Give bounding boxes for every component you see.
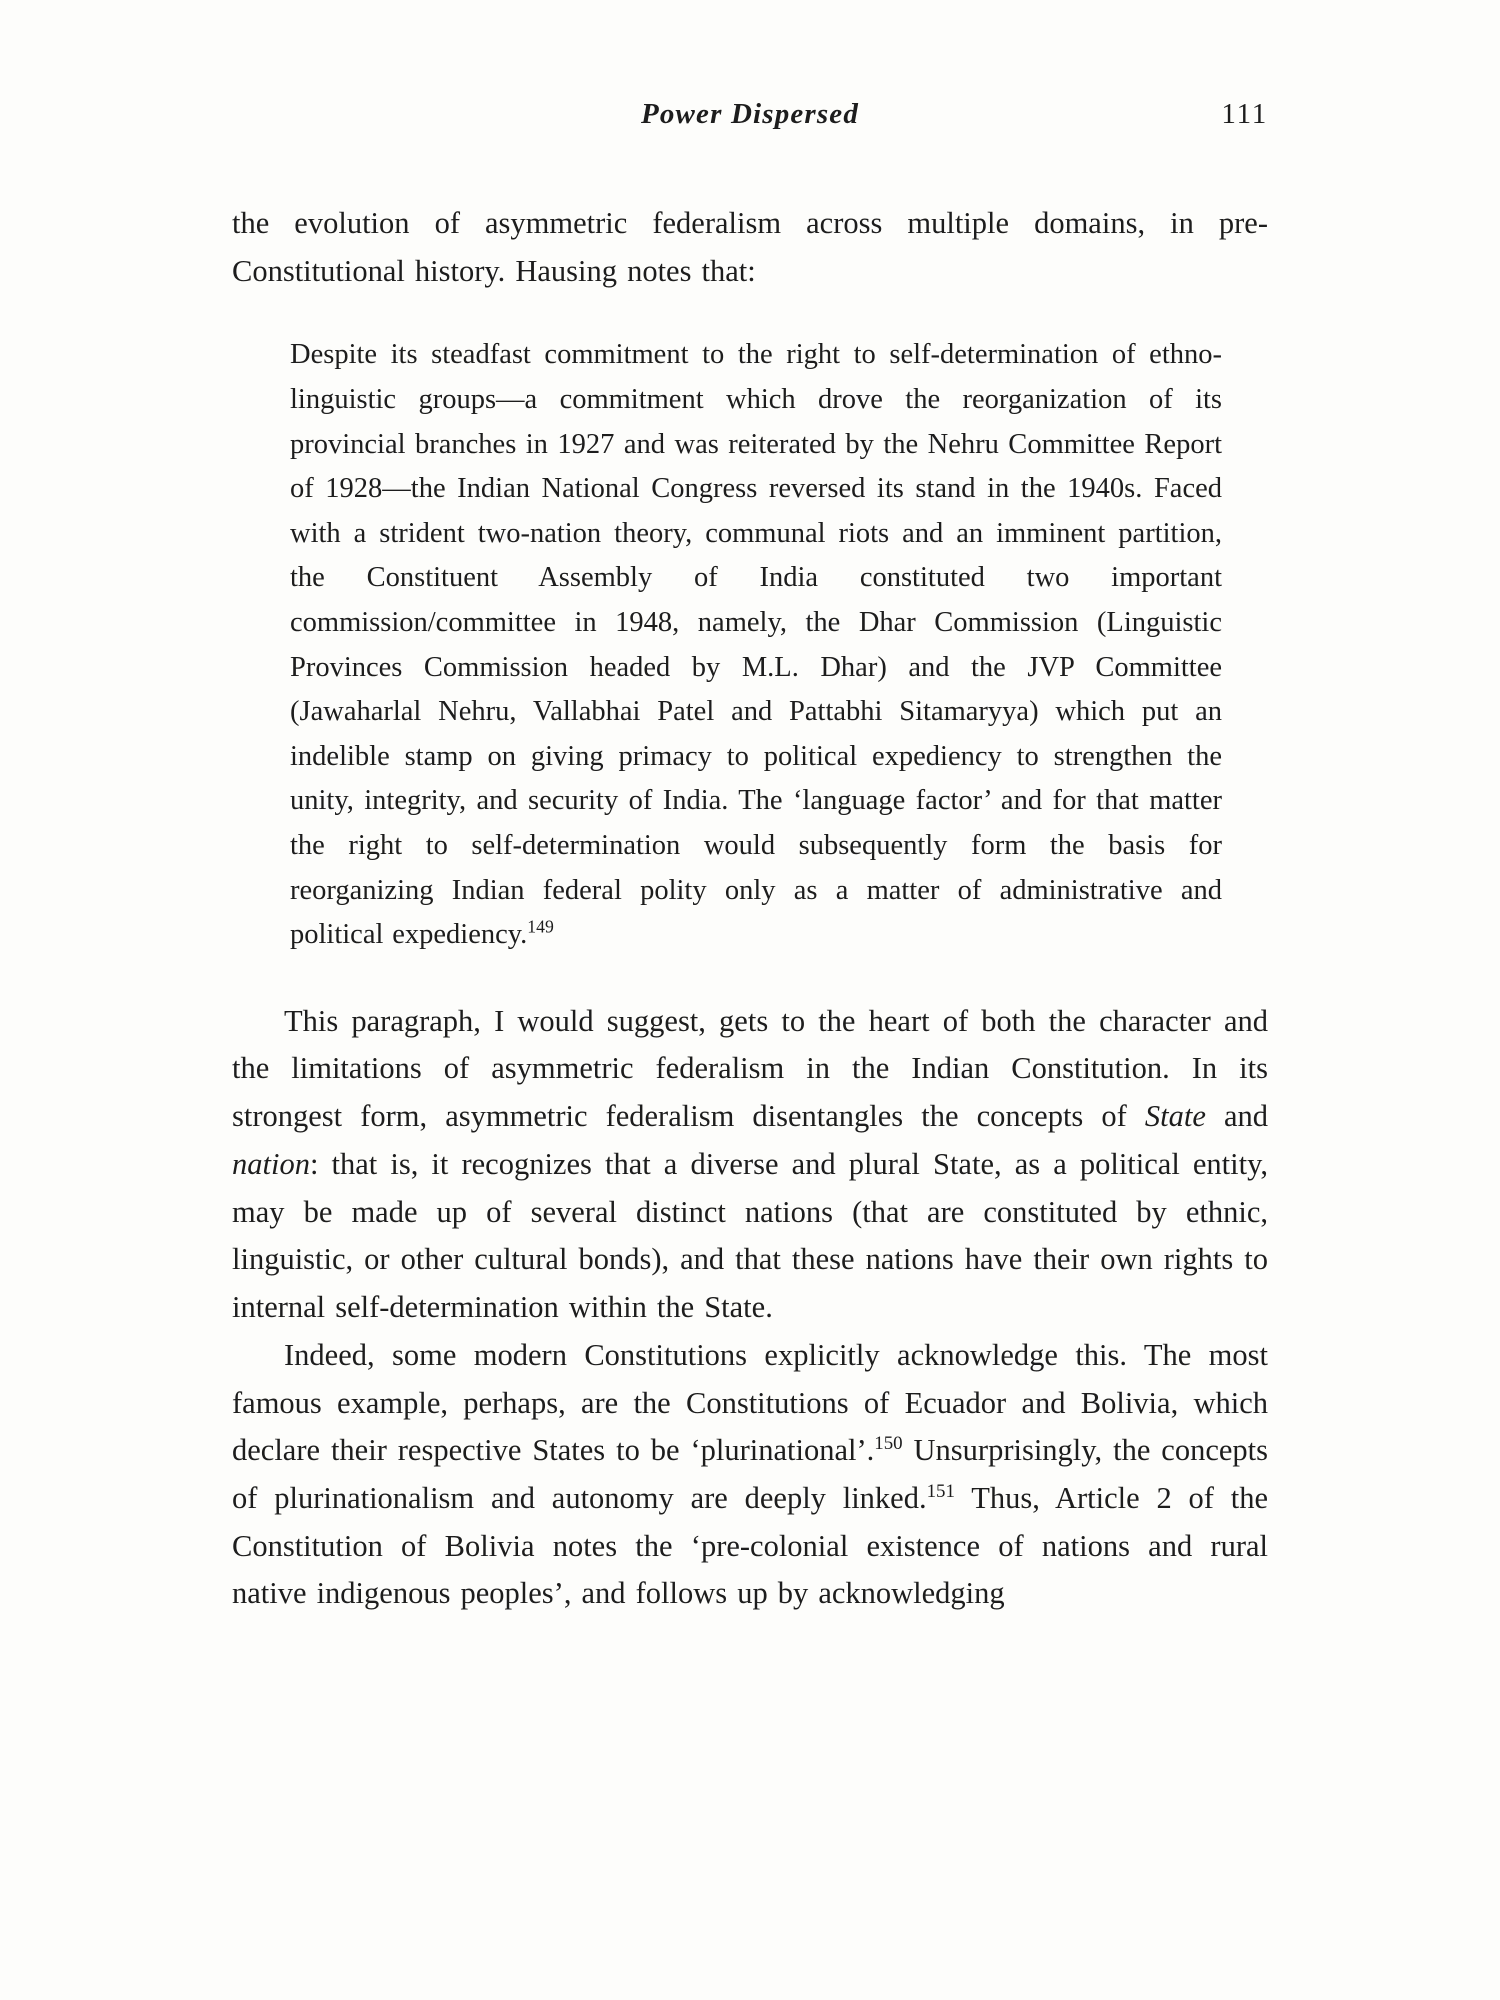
paragraph: the evolution of asymmetric federalism across multiple domains, in pre-Constitutional history. Hausing notes that: bbox=[232, 206, 1268, 288]
page-body bbox=[232, 200, 1268, 1618]
block-quote: Despite its steadfast commitment to the right to self-determination of ethno-linguistic groups—a commitment which drove the reorganization of its provincial branches in 1927 and was reiterated by the Nehru Committee Report of 1928—the Indian National Congress reversed its stand in the 1940s. Faced with a strident two-nation theory, communal riots and an imminent partition, the Constituent Assembly of India constituted two important commission/committee in 1948, namely, the Dhar Commission (Linguistic Provinces Commission headed by M.L. Dhar) and the JVP Committee (Jawaharlal Nehru, Vallabhai Patel and Pattabhi Sitamaryya) which put an indelible stamp on giving primacy to political expediency to strengthen the unity, integrity, and security of India. The ‘language factor’ and for that matter the right to self-determination would subsequently form the basis for reorganizing Indian federal polity only as a matter of administrative and political expediency.$^{149}$ bbox=[290, 339, 1222, 951]
running-head bbox=[232, 98, 1268, 144]
page-number: 111 bbox=[1221, 98, 1268, 130]
running-title: Power Dispersed bbox=[641, 98, 859, 130]
paragraph: This paragraph, I would suggest, gets to the heart of both the character and the limitations of asymmetric federalism in the Indian Constitution. In its strongest form, asymmetric federalism disentangles the concepts of State and nation: that is, it recognizes that a diverse and plural State, as a political entity, may be made up of several distinct nations (that are constituted by ethnic, linguistic, or other cultural bonds), and that these nations have their own rights to internal self-determination within the State. bbox=[232, 1003, 1268, 1325]
paragraph: Indeed, some modern Constitutions explicitly acknowledge this. The most famous example, perhaps, are the Constitutions of Ecuador and Bolivia, which declare their respective States to be ‘plurinational’.$^{150}$ Unsurprisingly, the concepts of plurinationalism and autonomy are deeply linked.$^{151}$ Thus, Article 2 of the Constitution of Bolivia notes the ‘pre-colonial existence of nations and rural native indigenous peoples’, and follows up by acknowledging bbox=[232, 1337, 1268, 1611]
